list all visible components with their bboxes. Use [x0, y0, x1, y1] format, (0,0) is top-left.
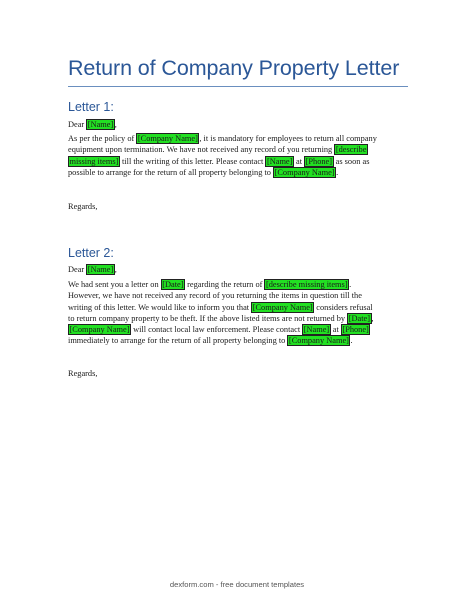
date-placeholder: [Date]: [162, 280, 184, 289]
body-line: [68, 324, 413, 335]
body-line: [68, 313, 413, 324]
name-placeholder: [Name]: [87, 265, 114, 274]
page-footer: dexform.com - free document templates: [169, 580, 305, 589]
letter-1-closing: Regards,: [68, 202, 98, 211]
body-text: at: [293, 156, 305, 166]
body-line: [68, 335, 413, 346]
body-text: as soon as: [333, 156, 370, 166]
body-line: [68, 302, 413, 313]
name-placeholder: [Name]: [266, 156, 293, 166]
letter-2-body: [68, 279, 413, 347]
letter-2-closing: Regards,: [68, 369, 98, 378]
body-text: equipment upon termination. We have not received any record of you returning: [68, 145, 335, 155]
phone-placeholder: [Phone]: [305, 156, 333, 166]
body-text: We had sent you a letter on: [68, 280, 161, 289]
body-text: regarding the return of: [185, 280, 265, 289]
body-text: As per the policy of: [68, 134, 137, 143]
body-text: till the writing of this letter. Please contact: [119, 156, 266, 166]
body-text: writing of this letter. We would like to inform you that: [68, 302, 252, 312]
letter-1-greeting: [68, 119, 413, 130]
name-placeholder: [Name]: [303, 325, 330, 335]
body-line: [68, 167, 413, 178]
body-line: [68, 133, 413, 144]
name-placeholder: [Name]: [87, 120, 114, 129]
body-text: at: [330, 325, 341, 335]
body-line: [68, 290, 413, 301]
missing-items-placeholder: [describe missing items]: [265, 280, 348, 289]
company-name-placeholder: [Company Name]: [252, 302, 313, 312]
missing-items-placeholder-cont: missing items]: [69, 156, 119, 166]
body-text: .: [336, 167, 339, 177]
company-name-placeholder: [Company Name]: [137, 134, 198, 143]
letter-1-body: [68, 133, 413, 178]
body-text: to return company property to be theft. If the above listed items are not returned by: [68, 313, 348, 323]
phone-placeholder: [Phone]: [342, 325, 369, 335]
date-placeholder: [Date]: [348, 313, 371, 323]
body-text: , it is mandatory for employees to return all company: [199, 134, 377, 143]
page-title: Return of Company Property Letter: [68, 56, 400, 80]
body-text: .: [350, 336, 353, 346]
greeting-text: Dear: [68, 265, 87, 274]
body-text: will contact local law enforcement. Please contact: [131, 325, 303, 335]
body-line: [68, 156, 413, 167]
letter-2-greeting: [68, 264, 413, 275]
title-divider: [68, 86, 408, 87]
greeting-text: Dear: [68, 120, 87, 129]
company-name-placeholder: [Company Name]: [288, 336, 349, 346]
body-text: .: [349, 280, 352, 289]
body-line: [68, 279, 413, 290]
missing-items-placeholder: [describe: [335, 145, 367, 155]
body-text: considers refusal: [314, 302, 373, 312]
body-line: [68, 144, 413, 155]
body-text: possible to arrange for the return of all property belonging to: [68, 167, 274, 177]
body-text: However, we have not received any record of you returning the items in question till the: [68, 291, 362, 301]
body-text: ,: [371, 313, 374, 323]
body-text: immediately to arrange for the return of all property belonging to: [68, 336, 288, 346]
company-name-placeholder: [Company Name]: [274, 167, 335, 177]
letter-1-heading: Letter 1:: [68, 100, 114, 114]
greeting-punct: ,: [114, 265, 117, 274]
company-name-placeholder: [Company Name]: [69, 325, 130, 335]
greeting-punct: ,: [114, 120, 117, 129]
letter-2-heading: Letter 2:: [68, 246, 114, 260]
